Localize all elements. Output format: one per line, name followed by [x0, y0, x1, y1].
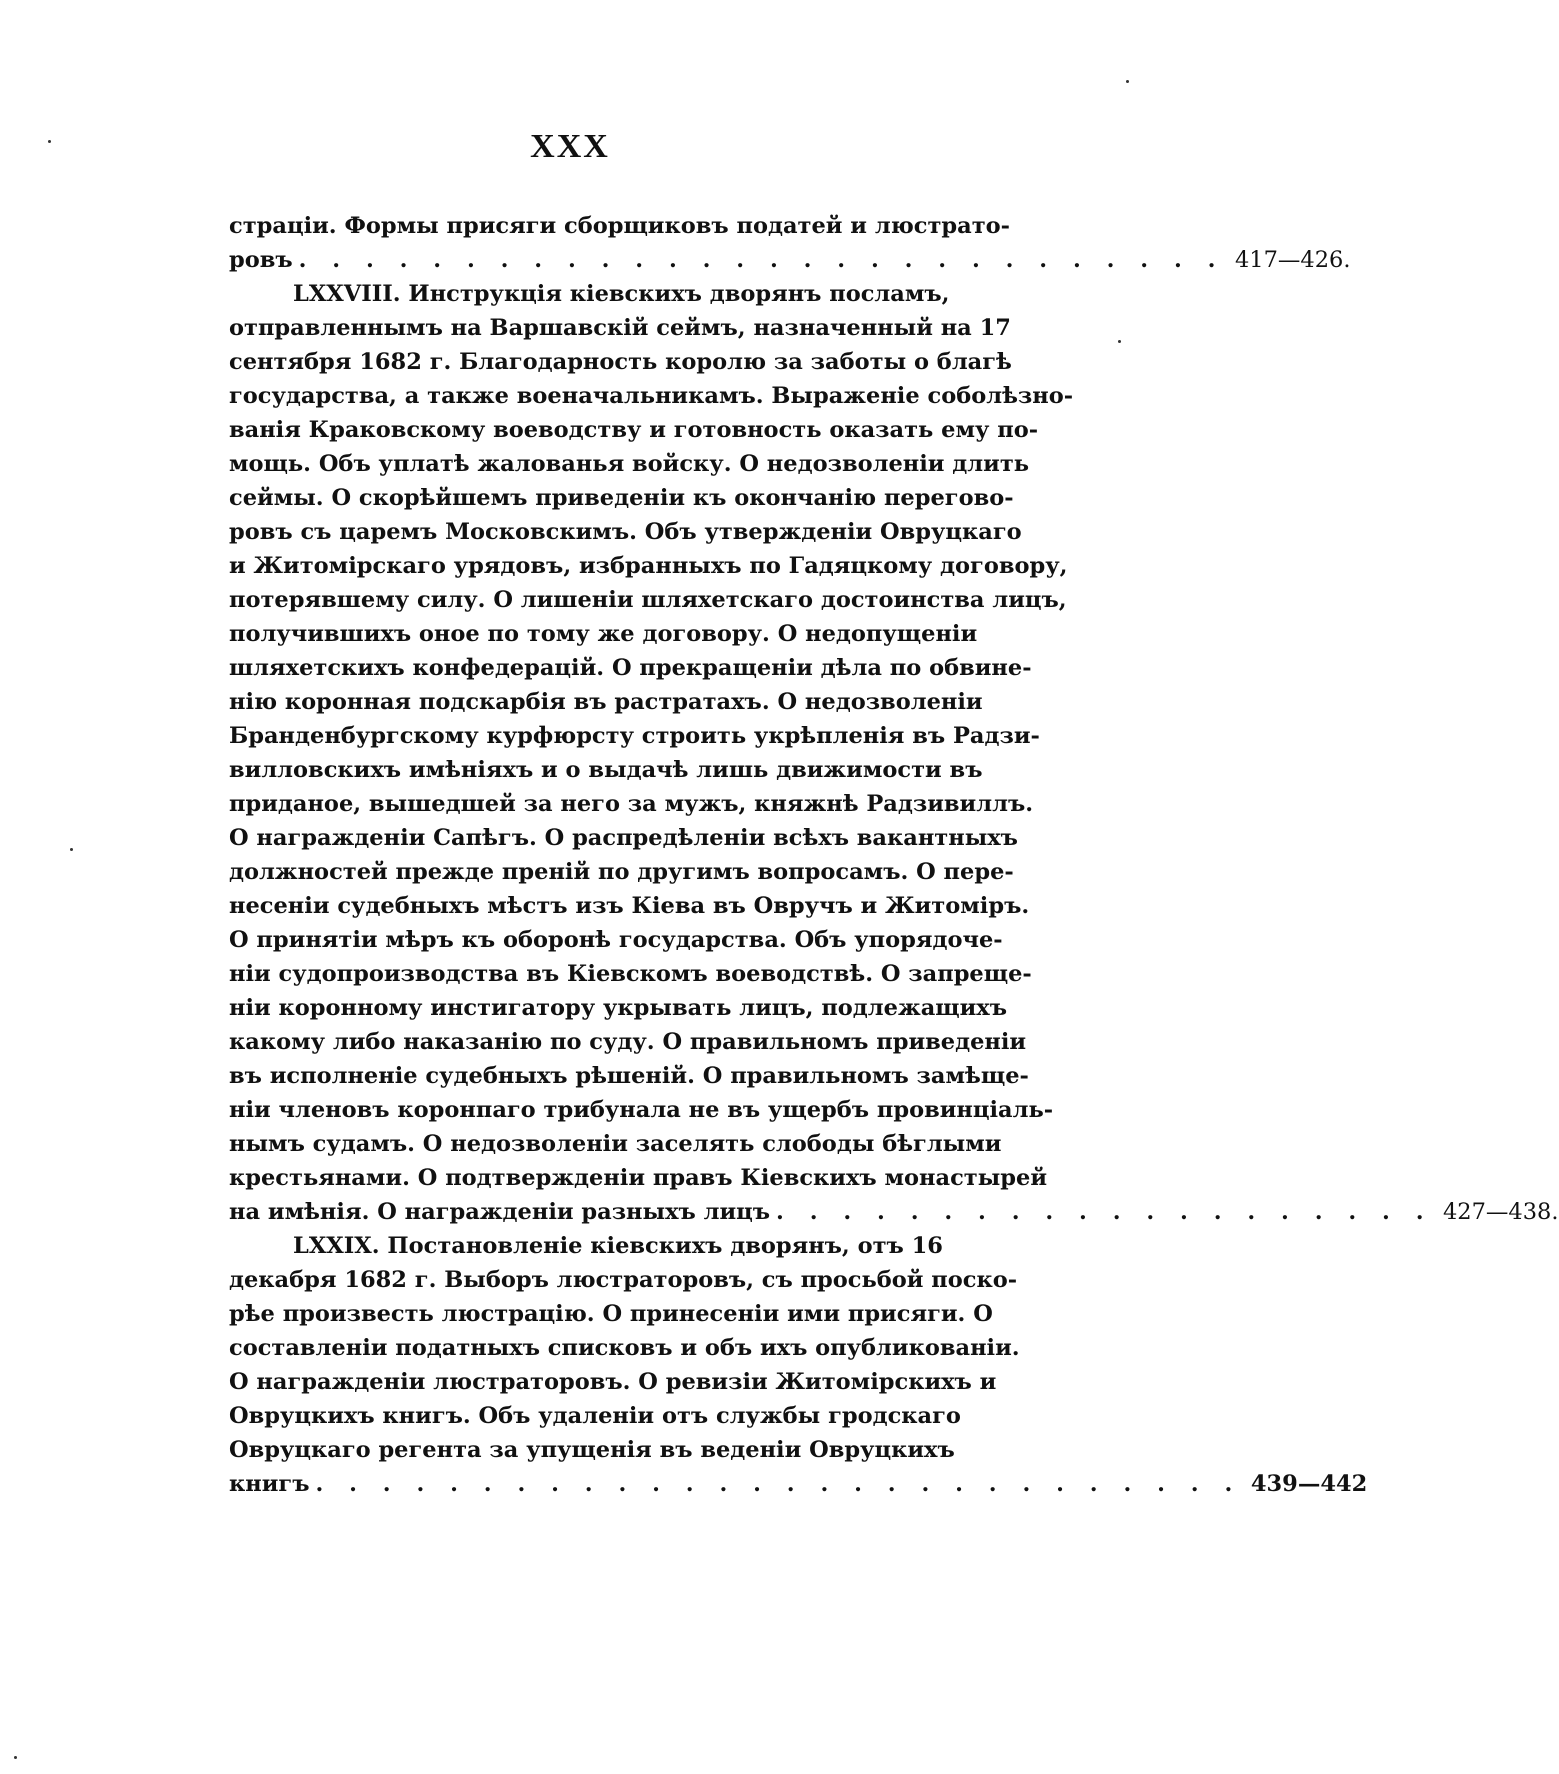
page-number: XXX [530, 128, 610, 165]
text-line: О награжденіи люстраторовъ. О ревизіи Житомірскихъ и [229, 1369, 997, 1395]
text-line: какому либо наказанію по суду. О правильномъ приведеніи [229, 1029, 1027, 1055]
text-line: ніи коронному инстигатору укрывать лицъ, подлежащихъ [229, 995, 1007, 1021]
text-line: Овруцкихъ книгъ. Объ удаленіи отъ службы гродскаго [229, 1403, 961, 1429]
text-line: въ исполненіе судебныхъ рѣшеній. О правильномъ замѣще- [229, 1063, 1029, 1089]
text-line: сеймы. О скорѣйшемъ приведеніи къ окончанію перегово- [229, 485, 1014, 511]
text-line: приданое, вышедшей за него за мужъ, княжнѣ Радзивиллъ. [229, 791, 1034, 817]
page-range: 417—426. [1234, 247, 1351, 273]
text-line: нію коронная подскарбія въ растратахъ. О недозволеніи [229, 689, 983, 715]
scan-speck [70, 848, 73, 851]
leader-dots: . . . . . . . . . . . . . . . . . . . . . . . . . . . . [315, 1471, 1242, 1497]
text-line: ровъ съ царемъ Московскимъ. Объ утвержденіи Овруцкаго [229, 519, 1022, 545]
entry-heading-lxxviii: LXXVIII. Инструкція кіевскихъ дворянъ посламъ, [293, 281, 950, 307]
leader-dots: . . . . . . . . . . . . . . . . . . . . [776, 1199, 1433, 1225]
text-line: и Житомірскаго урядовъ, избранныхъ по Гадяцкому договору, [229, 553, 1068, 579]
text-line: на имѣнія. О награжденіи разныхъ лицъ [229, 1199, 771, 1225]
text-line: нымъ судамъ. О недозволеніи заселять слободы бѣглыми [229, 1131, 1002, 1157]
text-line: должностей прежде преній по другимъ вопросамъ. О пере- [229, 859, 1014, 885]
text-line: потерявшему силу. О лишеніи шляхетскаго достоинства лицъ, [229, 587, 1067, 613]
text-line: ніи членовъ коронпаго трибунала не въ ущербъ провинціаль- [229, 1097, 1054, 1123]
text-line: декабря 1682 г. Выборъ люстраторовъ, съ просьбой поско- [229, 1267, 1018, 1293]
text-line: получившихъ оное по тому же договору. О недопущеніи [229, 621, 978, 647]
scan-speck [1126, 80, 1129, 83]
page-range: 427—438. [1442, 1199, 1559, 1225]
text-line: рѣе произвесть люстрацію. О принесеніи ими присяги. О [229, 1301, 993, 1327]
text-line: составленіи податныхъ списковъ и объ ихъ опубликованіи. [229, 1335, 1020, 1361]
entry-heading-lxxix: LXXIX. Постановленіе кіевскихъ дворянъ, отъ 16 [293, 1233, 943, 1259]
text-line: О принятіи мѣръ къ оборонѣ государства. Объ упорядоче- [229, 927, 1003, 953]
scan-speck [14, 1756, 17, 1759]
text-line: несеніи судебныхъ мѣстъ изъ Кіева въ Овручъ и Житоміръ. [229, 893, 1030, 919]
text-line: сентября 1682 г. Благодарность королю за заботы о благѣ [229, 349, 1012, 375]
text-line: крестьянами. О подтвержденіи правъ Кіевскихъ монастырей [229, 1165, 1048, 1191]
text-line: ванія Краковскому воеводству и готовность оказать ему по- [229, 417, 1039, 443]
leader-dots: . . . . . . . . . . . . . . . . . . . . . . . . . . . . [298, 247, 1225, 273]
toc-line [229, 1468, 1368, 1500]
text-line: страціи. Формы присяги сборщиковъ податей и люстрато- [229, 213, 1011, 239]
text-line: ніи судопроизводства въ Кіевскомъ воеводствѣ. О запреще- [229, 961, 1032, 987]
text-line: мощь. Объ уплатѣ жалованья войску. О недозволеніи длить [229, 451, 1030, 477]
toc-line [229, 1196, 1559, 1228]
text-line: ровъ [229, 247, 293, 273]
scan-speck [48, 140, 51, 143]
text-line: книгъ [229, 1471, 310, 1497]
text-line: государства, а также военачальникамъ. Выраженіе соболѣзно- [229, 383, 1074, 409]
toc-line [229, 244, 1351, 276]
text-line: О награжденіи Сапѣгъ. О распредѣленіи всѣхъ вакантныхъ [229, 825, 1018, 851]
page-range: 439—442 [1250, 1471, 1368, 1497]
text-line: отправленнымъ на Варшавскій сеймъ, назначенный на 17 [229, 315, 1011, 341]
text-line: вилловскихъ имѣніяхъ и о выдачѣ лишь движимости въ [229, 757, 983, 783]
text-line: шляхетскихъ конфедерацій. О прекращеніи дѣла по обвине- [229, 655, 1032, 681]
text-line: Бранденбургскому курфюрсту строить укрѣпленія въ Радзи- [229, 723, 1040, 749]
text-line: Овруцкаго регента за упущенія въ веденіи Овруцкихъ [229, 1437, 955, 1463]
scan-speck [1118, 340, 1121, 343]
